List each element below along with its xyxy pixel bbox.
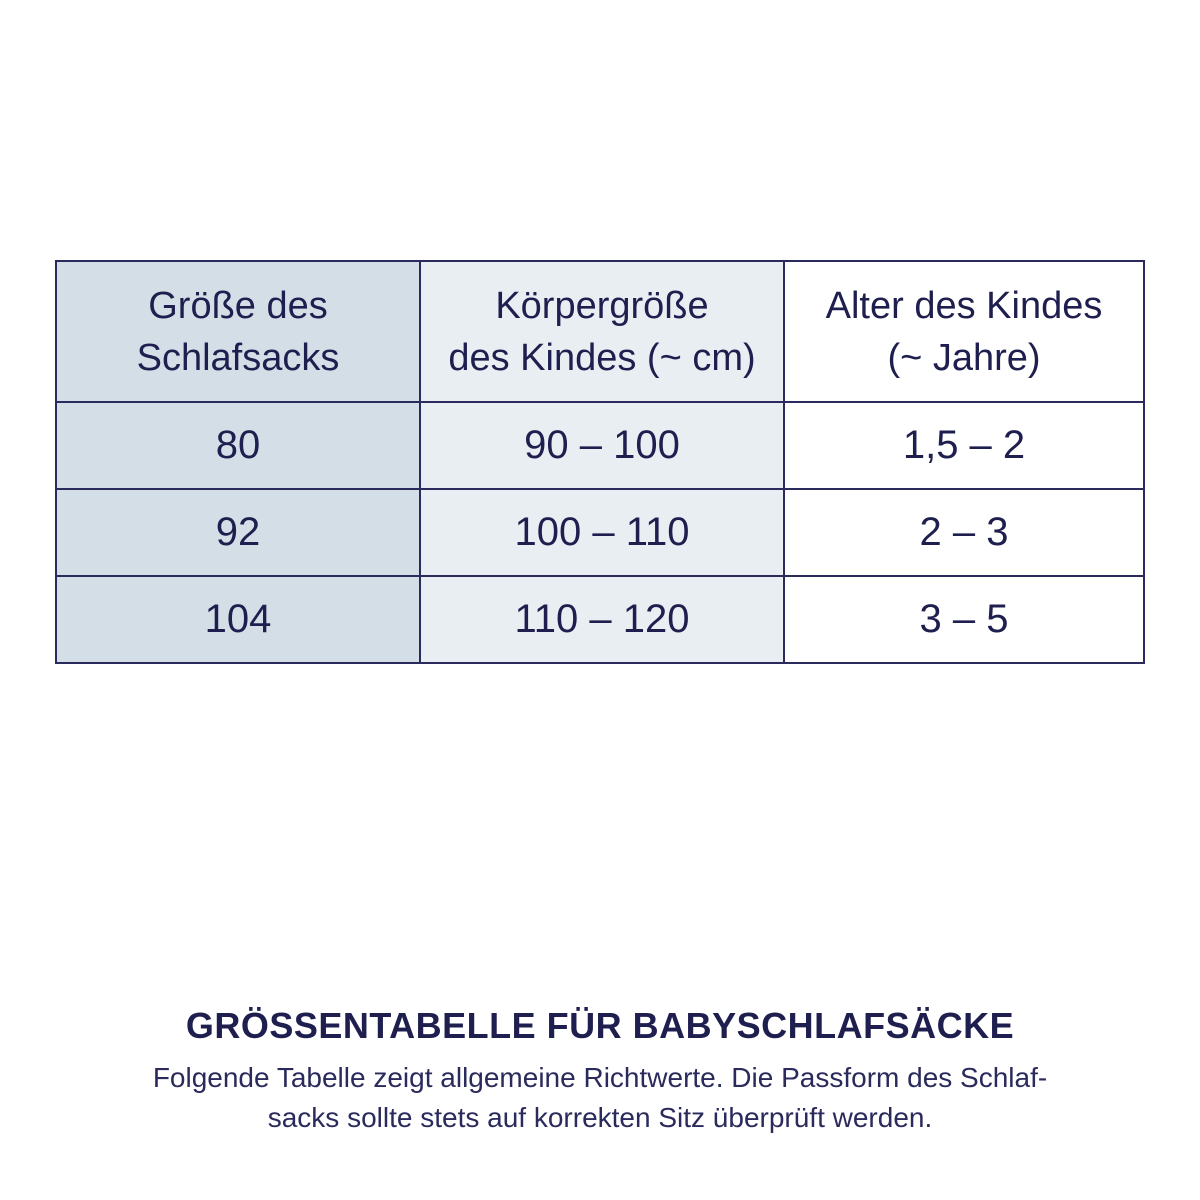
- cell-bag-size: 92: [56, 489, 420, 576]
- footer-text-line: sacks sollte stets auf korrekten Sitz überprüft werden.: [267, 1102, 933, 1133]
- cell-child-height: 100 – 110: [420, 489, 784, 576]
- table-row: [56, 402, 1144, 489]
- cell-child-height: 90 – 100: [420, 402, 784, 489]
- table-header-row: [56, 261, 1144, 402]
- cell-child-age: 1,5 – 2: [784, 402, 1144, 489]
- header-line: Körpergröße: [495, 284, 709, 327]
- header-line: Größe des: [148, 284, 328, 327]
- header-child-age: [784, 261, 1144, 402]
- cell-child-height: 110 – 120: [420, 576, 784, 663]
- header-child-height: [420, 261, 784, 402]
- cell-bag-size: 104: [56, 576, 420, 663]
- header-sleeping-bag-size: [56, 261, 420, 402]
- header-line: (~ Jahre): [887, 336, 1041, 379]
- cell-child-age: 2 – 3: [784, 489, 1144, 576]
- footer-description: [0, 1058, 1200, 1138]
- header-line: Schlafsacks: [136, 336, 340, 379]
- footer-title: GRÖSSENTABELLE FÜR BABYSCHLAFSÄCKE: [185, 1005, 1015, 1046]
- table-row: [56, 576, 1144, 663]
- header-line: des Kindes (~ cm): [448, 336, 756, 379]
- footer-text-line: Folgende Tabelle zeigt allgemeine Richtwerte. Die Passform des Schlaf-: [152, 1062, 1048, 1093]
- size-table: [55, 260, 1145, 664]
- cell-child-age: 3 – 5: [784, 576, 1144, 663]
- table-row: [56, 489, 1144, 576]
- cell-bag-size: 80: [56, 402, 420, 489]
- header-line: Alter des Kindes: [825, 284, 1103, 327]
- footer: [0, 1000, 1200, 1138]
